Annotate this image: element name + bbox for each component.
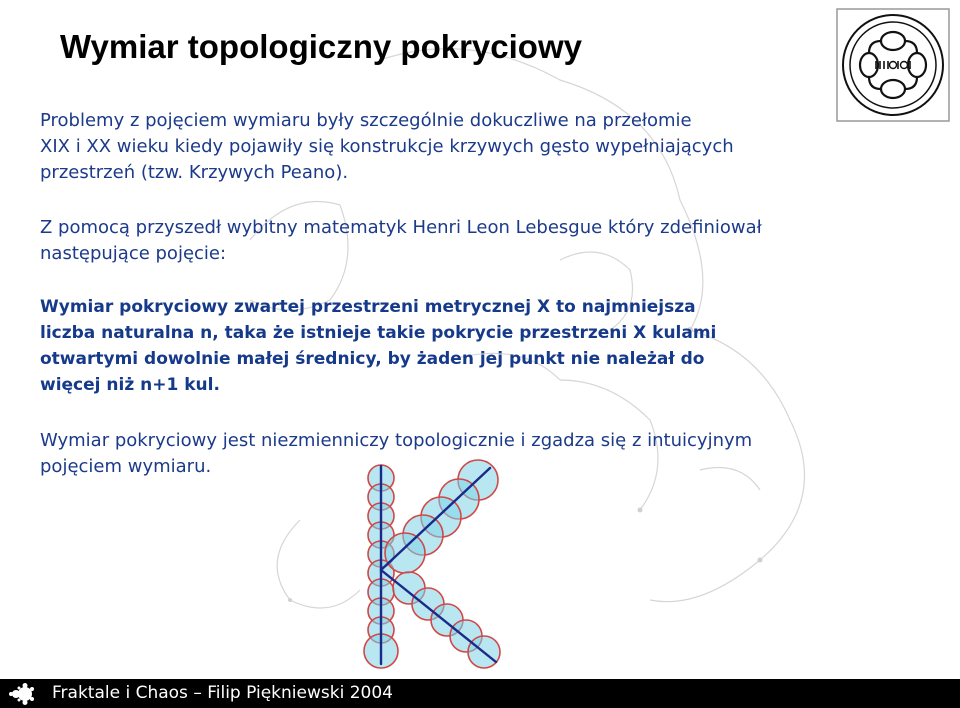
k-letter-ball-cover-figure [330, 455, 530, 677]
intro-line-1: Problemy z pojęciem wymiaru były szczególnie dokuczliwe na przełomie [40, 110, 692, 131]
intro-line-3: przestrzeń (tzw. Krzywych Peano). [40, 162, 349, 183]
intro-line-2: XIX i XX wieku kiedy pojawiły się konstrukcje krzywych gęsto wypełniających [40, 136, 734, 157]
lebesgue-line-2: następujące pojęcie: [40, 243, 227, 264]
definition-line-1: Wymiar pokryciowy zwartej przestrzeni metrycznej X to najmniejsza [40, 297, 696, 317]
icm-logo [836, 8, 950, 122]
invariance-line-2: pojęciem wymiaru. [40, 456, 212, 477]
lebesgue-paragraph [40, 215, 762, 267]
covering-dimension-definition [40, 294, 716, 398]
fractal-icon [8, 681, 38, 706]
definition-line-4: więcej niż n+1 kul. [40, 375, 220, 395]
page-title: Wymiar topologiczny pokryciowy [60, 28, 582, 65]
ball-cover-circles [364, 460, 500, 668]
footer-text: Fraktale i Chaos – Filip Piękniewski 2004 [52, 683, 393, 703]
invariance-line-1: Wymiar pokryciowy jest niezmienniczy topologicznie i zgadza się z intuicyjnym [40, 430, 753, 451]
lebesgue-line-1: Z pomocą przyszedł wybitny matematyk Henri Leon Lebesgue który zdefiniował [40, 217, 762, 238]
intro-paragraph [40, 108, 734, 186]
definition-line-2: liczba naturalna n, taka że istnieje takie pokrycie przestrzeni X kulami [40, 323, 717, 343]
definition-line-3: otwartymi dowolnie małej średnicy, by żaden jej punkt nie należał do [40, 349, 705, 369]
footer-bar [0, 679, 960, 708]
